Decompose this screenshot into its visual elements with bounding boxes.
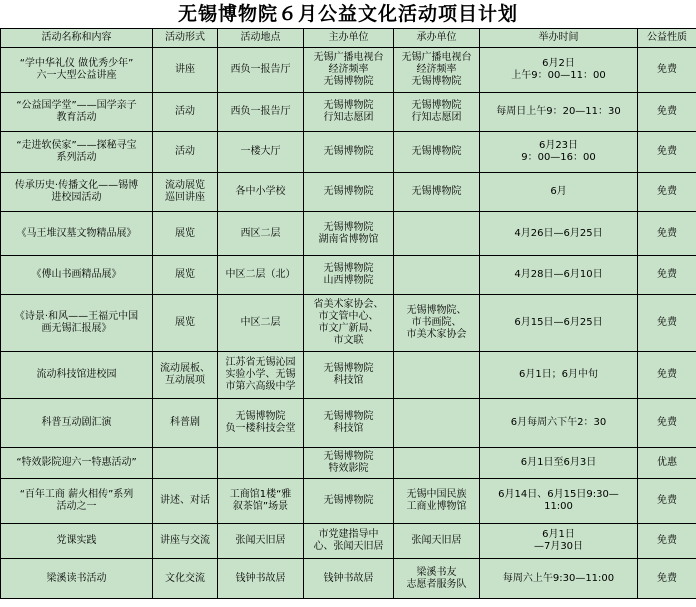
cell-time (480, 559, 638, 599)
cell-line: 讲座与交流 (160, 535, 210, 546)
cell-host (304, 256, 394, 295)
cell-place (218, 295, 304, 352)
cell-line: 无锡博物院 (323, 451, 374, 462)
table-body (1, 48, 696, 599)
cell-form (153, 399, 218, 448)
cell-line: 6月23日 (538, 140, 579, 151)
cell-line: 无锡博物院 (411, 100, 462, 111)
cell-form (153, 173, 218, 212)
cell-organizer (394, 399, 480, 448)
cell-line: 6月1日至6月3日 (520, 457, 597, 468)
cell-host (304, 559, 394, 599)
cell-line: 市文联 (333, 335, 364, 346)
cell-host (304, 295, 394, 352)
cell-line: 11:00 (544, 501, 573, 512)
cell-line: 展览 (175, 269, 195, 280)
cell-line: 各中小学校 (235, 186, 286, 197)
cell-line: 无锡博物院、 (406, 305, 467, 316)
cell-line: 流动科技馆进校园 (36, 369, 117, 380)
cell-line: 教育活动 (56, 112, 97, 123)
cell-host (304, 352, 394, 399)
cell-line: 传承历史·传播文化——锡博 (14, 180, 139, 191)
cell-nature (638, 212, 696, 256)
cell-line: 特效影院 (328, 463, 369, 474)
cell-time (480, 173, 638, 212)
cell-host (304, 479, 394, 524)
cell-form (153, 256, 218, 295)
cell-organizer (394, 48, 480, 93)
cell-place (218, 48, 304, 93)
cell-line: 叙茶馆”场景 (232, 501, 289, 512)
cell-organizer (394, 256, 480, 295)
cell-line: “公益国学堂”——国学亲子 (16, 100, 137, 111)
cell-line: 张闻天旧居 (235, 535, 286, 546)
cell-line: 心、张闻天旧居 (313, 541, 384, 552)
cell-place (218, 173, 304, 212)
header-organizer: 承办单位 (394, 29, 480, 48)
cell-time (480, 524, 638, 559)
cell-name (1, 479, 153, 524)
cell-line: 展览 (175, 227, 195, 239)
cell-line: 湖南省博物馆 (318, 233, 379, 245)
cell-line: “学中华礼仪 做优秀少年” (19, 58, 134, 69)
cell-line: 4月28日—6月10日 (514, 269, 603, 280)
cell-nature (638, 399, 696, 448)
cell-line: 科技馆 (333, 423, 364, 434)
cell-line: 科技馆 (333, 375, 364, 386)
cell-line: 无锡广播电视台 (313, 52, 384, 63)
header-form: 活动形式 (153, 29, 218, 48)
cell-line: 无锡博物院 (323, 76, 374, 87)
table-row (1, 559, 696, 599)
cell-line: 文化交流 (165, 572, 205, 584)
cell-place (218, 256, 304, 295)
cell-line: 钱钟书故居 (323, 572, 374, 584)
cell-line: 市书画院、 (411, 317, 462, 328)
table-row (1, 399, 696, 448)
cell-name (1, 448, 153, 479)
cell-name (1, 173, 153, 212)
cell-line: “特效影院迎六一特惠活动” (16, 457, 137, 468)
table-row (1, 48, 696, 93)
cell-line: 画无锡汇报展》 (41, 323, 112, 334)
cell-line: 免费 (657, 495, 677, 506)
cell-host (304, 173, 394, 212)
cell-place (218, 524, 304, 559)
cell-line: 一楼大厅 (240, 146, 281, 157)
cell-line: 工商业博物馆 (406, 501, 467, 512)
cell-line: 6月2日 (542, 58, 575, 69)
cell-line: 无锡博物院 (323, 263, 374, 274)
cell-line: 无锡广播电视台 (401, 52, 472, 63)
cell-line: 中区二层 (240, 317, 281, 328)
cell-line: 免费 (657, 186, 677, 197)
cell-nature (638, 132, 696, 173)
header-place: 活动地点 (218, 29, 304, 48)
cell-line: 上午9：00—11：00 (511, 70, 606, 81)
cell-nature (638, 448, 696, 479)
cell-time (480, 132, 638, 173)
cell-place (218, 132, 304, 173)
cell-nature (638, 479, 696, 524)
cell-line: 展览 (175, 317, 195, 328)
cell-place (218, 559, 304, 599)
cell-time (480, 479, 638, 524)
cell-nature (638, 352, 696, 399)
cell-name (1, 256, 153, 295)
cell-line: 党课实践 (56, 535, 97, 546)
cell-line: 免费 (657, 64, 677, 75)
cell-line: 无锡博物院 (411, 146, 462, 157)
cell-form (153, 559, 218, 599)
cell-time (480, 212, 638, 256)
table-row (1, 524, 696, 559)
cell-line: 经济频率 (328, 64, 369, 75)
cell-line: 每周六上午9:30—11:00 (502, 572, 615, 584)
cell-organizer (394, 352, 480, 399)
cell-name (1, 399, 153, 448)
cell-time (480, 295, 638, 352)
table-row (1, 212, 696, 256)
cell-line: 无锡中国民族 (406, 489, 467, 500)
cell-line: 互动展项 (165, 375, 205, 386)
cell-nature (638, 295, 696, 352)
cell-line: 工商馆1楼“雅 (229, 489, 292, 500)
cell-line: 6月1日；6月中旬 (518, 369, 599, 380)
cell-line: 《马王堆汉墓文物精品展》 (16, 227, 137, 239)
cell-form (153, 295, 218, 352)
cell-line: 无锡博物院 (411, 186, 462, 197)
table-row (1, 132, 696, 173)
cell-line: 江苏省无锡沁园 (225, 357, 296, 368)
cell-line: 进校园活动 (51, 192, 102, 203)
cell-line: 实验小学、无锡 (225, 369, 296, 380)
cell-line: 山西博物院 (323, 275, 374, 286)
cell-line: 市党建指导中 (318, 529, 379, 540)
cell-line: 市第六高级中学 (225, 381, 296, 392)
cell-host (304, 524, 394, 559)
cell-nature (638, 559, 696, 599)
cell-line: 无锡博物院 (235, 411, 286, 422)
cell-nature (638, 173, 696, 212)
cell-line: 免费 (657, 369, 677, 380)
cell-organizer (394, 212, 480, 256)
cell-line: 6月每周六下午2：30 (510, 417, 607, 428)
table-row (1, 93, 696, 132)
cell-name (1, 132, 153, 173)
header-name: 活动名称和内容 (1, 29, 153, 48)
cell-organizer (394, 524, 480, 559)
cell-place (218, 479, 304, 524)
cell-form (153, 93, 218, 132)
cell-line: 系列活动 (56, 152, 97, 163)
cell-name (1, 295, 153, 352)
cell-host (304, 399, 394, 448)
cell-line: 六一大型公益讲座 (36, 70, 117, 81)
cell-line: 6月14日、6月15日9:30— (498, 489, 619, 500)
cell-organizer (394, 132, 480, 173)
cell-name (1, 524, 153, 559)
cell-name (1, 559, 153, 599)
cell-host (304, 212, 394, 256)
cell-place (218, 212, 304, 256)
cell-line: 免费 (657, 535, 677, 546)
cell-form (153, 352, 218, 399)
cell-organizer (394, 479, 480, 524)
cell-line: 6月15日—6月25日 (514, 317, 603, 328)
cell-form (153, 524, 218, 559)
cell-nature (638, 524, 696, 559)
cell-time (480, 256, 638, 295)
cell-line: 免费 (657, 317, 677, 328)
cell-line: 西负一报告厅 (230, 64, 291, 75)
cell-place (218, 93, 304, 132)
cell-organizer (394, 295, 480, 352)
cell-time (480, 399, 638, 448)
cell-line: 无锡博物院 (323, 100, 374, 111)
cell-line: 市文管中心、 (318, 311, 379, 322)
cell-line: 6月1日 (542, 529, 575, 540)
cell-line: 科普剧 (170, 417, 200, 428)
cell-name (1, 352, 153, 399)
cell-line: 免费 (657, 146, 677, 157)
cell-line: 讲座 (175, 64, 195, 75)
cell-host (304, 132, 394, 173)
cell-organizer (394, 173, 480, 212)
cell-name (1, 212, 153, 256)
cell-host (304, 48, 394, 93)
cell-line: 无锡博物院 (323, 363, 374, 374)
cell-line: 免费 (657, 572, 677, 584)
cell-form (153, 479, 218, 524)
cell-host (304, 93, 394, 132)
cell-time (480, 93, 638, 132)
cell-place (218, 448, 304, 479)
cell-line: 市文广新局、 (318, 323, 379, 334)
cell-time (480, 48, 638, 93)
header-nature: 公益性质 (638, 29, 696, 48)
cell-line: 巡回讲座 (165, 192, 205, 203)
cell-line: 无锡博物院 (323, 146, 374, 157)
cell-line: 无锡博物院 (323, 495, 374, 506)
cell-nature (638, 48, 696, 93)
cell-line: 4月26日—6月25日 (514, 227, 603, 239)
cell-line: 省美术家协会、 (313, 299, 384, 310)
cell-time (480, 448, 638, 479)
cell-line: 钱钟书故居 (235, 572, 286, 584)
cell-form (153, 48, 218, 93)
cell-line: 免费 (657, 269, 677, 280)
cell-line: 9：00—16：00 (521, 152, 596, 163)
cell-line: 讲述、对话 (160, 495, 210, 506)
cell-line: 活动 (175, 146, 195, 157)
cell-line: 经济频率 (416, 64, 457, 75)
table-row (1, 352, 696, 399)
table-row (1, 256, 696, 295)
cell-line: 免费 (657, 417, 677, 428)
cell-line: 《诗景·和风——王福元中国 (14, 311, 139, 322)
cell-host (304, 448, 394, 479)
table-row (1, 479, 696, 524)
cell-time (480, 352, 638, 399)
cell-form (153, 212, 218, 256)
cell-line: 志愿者服务队 (406, 578, 467, 590)
cell-organizer (394, 93, 480, 132)
header-host: 主办单位 (304, 29, 394, 48)
cell-line: 无锡博物院 (323, 411, 374, 422)
cell-line: 梁溪书友 (416, 566, 457, 578)
cell-line: 中区二层（北） (225, 269, 296, 280)
cell-line: 科普互动剧汇演 (41, 417, 112, 428)
cell-line: 免费 (657, 227, 677, 239)
cell-line: 流动展板、 (160, 363, 210, 374)
table-row (1, 295, 696, 352)
cell-name (1, 48, 153, 93)
cell-line: 无锡博物院 (411, 76, 462, 87)
cell-line: 每周日上午9：20—11：30 (496, 106, 621, 117)
header-time: 举办时间 (480, 29, 638, 48)
cell-line: 负一楼科技会堂 (225, 423, 296, 434)
cell-line: “百年工商 薪火相传”系列 (19, 489, 134, 500)
table-row (1, 173, 696, 212)
header-row (1, 29, 696, 48)
cell-nature (638, 256, 696, 295)
cell-line: 优惠 (657, 457, 677, 468)
cell-form (153, 132, 218, 173)
cell-line: 行知志愿团 (323, 112, 374, 123)
cell-line: 《傅山书画精品展》 (31, 269, 122, 280)
cell-line: 梁溪读书活动 (46, 572, 107, 584)
cell-line: 6月 (550, 186, 567, 197)
cell-place (218, 399, 304, 448)
cell-line: 流动展览 (165, 180, 205, 191)
cell-line: 无锡博物院 (323, 186, 374, 197)
activity-table (0, 28, 696, 599)
cell-line: 活动之一 (56, 501, 97, 512)
cell-line: 西负一报告厅 (230, 106, 291, 117)
cell-name (1, 93, 153, 132)
cell-line: —7月30日 (533, 541, 584, 552)
cell-line: 市美术家协会 (406, 329, 467, 340)
cell-organizer (394, 559, 480, 599)
cell-line: 行知志愿团 (411, 112, 462, 123)
cell-line: 免费 (657, 106, 677, 117)
cell-line: “走进软侯家”——探秘寻宝 (16, 140, 137, 151)
cell-line: 张闻天旧居 (411, 535, 462, 546)
cell-nature (638, 93, 696, 132)
page-title: 无锡博物院６月公益文化活动项目计划 (177, 3, 518, 25)
cell-form (153, 448, 218, 479)
cell-line: 西区二层 (240, 227, 281, 239)
cell-organizer (394, 448, 480, 479)
table-row (1, 448, 696, 479)
cell-line: 无锡博物院 (323, 221, 374, 233)
cell-line: 活动 (175, 106, 195, 117)
cell-place (218, 352, 304, 399)
